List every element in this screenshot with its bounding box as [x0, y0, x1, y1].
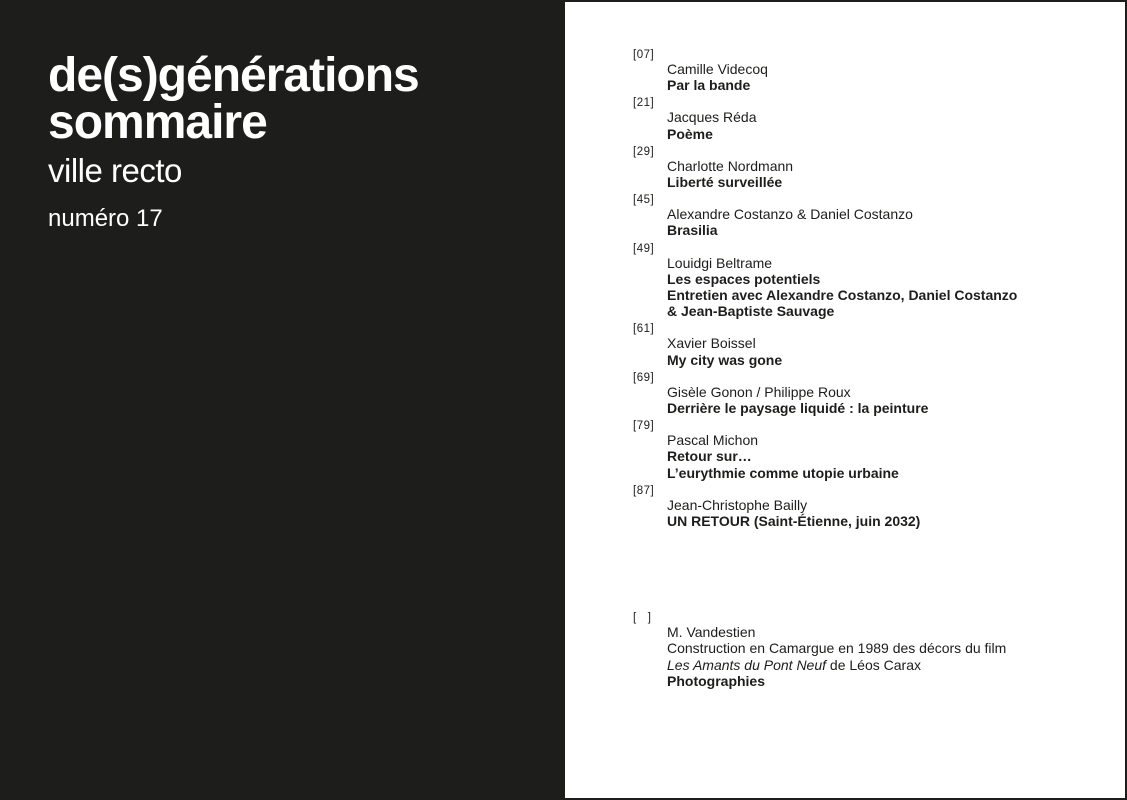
entry-line: Liberté surveillée — [667, 174, 783, 191]
entry-line: Pascal Michon — [667, 432, 759, 449]
journal-title-line1: de(s)générations — [48, 49, 419, 102]
toc-entry — [633, 324, 1125, 367]
issue-number: numéro 17 — [48, 205, 163, 232]
entry-line: Derrière le paysage liquidé : la peinture — [667, 400, 929, 417]
entry-line: Alexandre Costanzo & Daniel Costanzo — [667, 206, 913, 223]
entry-line: Retour sur… — [667, 448, 752, 465]
page-number-label: [45] — [633, 194, 655, 207]
journal-title-line2: sommaire — [48, 96, 267, 149]
entry-text — [667, 613, 1125, 689]
entry-line: Poème — [667, 125, 713, 142]
entry-text — [667, 373, 1125, 416]
entry-text — [667, 195, 1125, 238]
toc-entry — [633, 486, 1125, 529]
entry-line: L’eurythmie comme utopie urbaine — [667, 464, 899, 481]
toc-entry — [633, 50, 1125, 93]
entry-text — [667, 486, 1125, 529]
page-number-label: [79] — [633, 420, 655, 433]
entry-line: & Jean-Baptiste Sauvage — [667, 303, 835, 320]
entry-text — [667, 50, 1125, 93]
page-number-label: [07] — [633, 49, 655, 61]
entry-text — [667, 421, 1125, 481]
toc-entry — [633, 613, 1125, 689]
entry-line: Camille Videcoq — [667, 61, 768, 77]
entry-line: UN RETOUR (Saint-Étienne, juin 2032) — [667, 513, 921, 530]
entry-line: My city was gone — [667, 351, 783, 368]
entry-line: Jean-Christophe Bailly — [667, 496, 808, 513]
entry-line: Les Amants du Pont Neuf de Léos Carax — [667, 656, 921, 673]
page-number-label: [69] — [633, 371, 655, 384]
entry-line: Brasilia — [667, 222, 718, 239]
entry-text — [667, 98, 1125, 141]
entry-line: Photographies — [667, 672, 766, 689]
toc-entry — [633, 147, 1125, 190]
toc-page — [565, 2, 1125, 798]
entry-line: Entretien avec Alexandre Costanzo, Daniel Costanzo — [667, 287, 1018, 304]
page-number-label: [49] — [633, 242, 655, 255]
entry-line: Charlotte Nordmann — [667, 157, 794, 174]
toc-entry — [633, 195, 1125, 238]
page-number-label: [29] — [633, 145, 655, 158]
entry-line: Par la bande — [667, 77, 751, 94]
entry-line: Jacques Réda — [667, 109, 757, 126]
page-number-label: [87] — [633, 484, 655, 497]
entry-line: Les espaces potentiels — [667, 270, 821, 287]
page-number-label: [61] — [633, 323, 655, 336]
entry-line: Xavier Boissel — [667, 335, 756, 352]
entry-text — [667, 147, 1125, 190]
journal-title — [48, 49, 565, 149]
page-number-label: [21] — [633, 97, 655, 110]
entry-line: M. Vandestien — [667, 624, 756, 641]
entry-text — [667, 324, 1125, 367]
toc-entry — [633, 98, 1125, 141]
entry-text — [667, 244, 1125, 320]
entry-line: Gisèle Gonon / Philippe Roux — [667, 383, 851, 400]
entry-line: Louidgi Beltrame — [667, 254, 773, 271]
toc-entries — [633, 50, 1125, 689]
page-number-label: [ ] — [633, 612, 652, 625]
toc-entry — [633, 373, 1125, 416]
toc-entry — [633, 244, 1125, 320]
entry-line: Construction en Camargue en 1989 des décors du film — [667, 640, 1007, 657]
toc-entry — [633, 421, 1125, 481]
cover-subtitle: ville recto — [48, 152, 182, 189]
cover-panel — [2, 2, 565, 798]
